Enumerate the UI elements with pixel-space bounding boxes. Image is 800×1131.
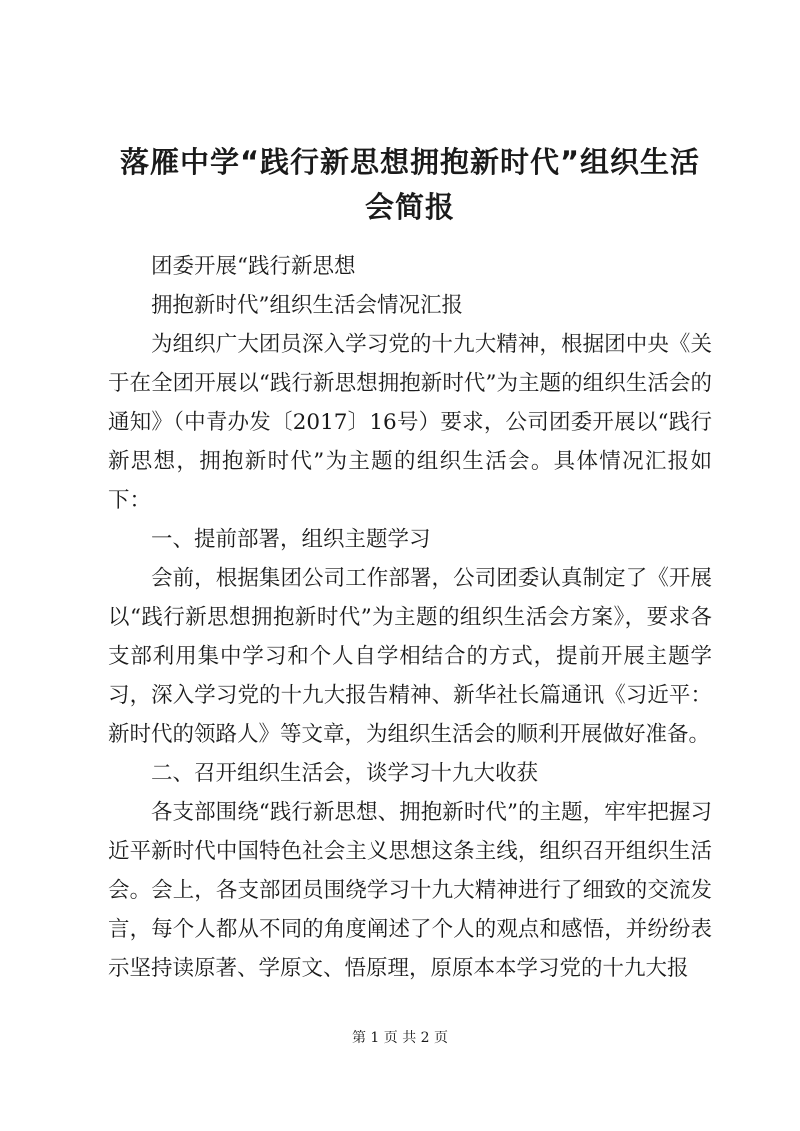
paragraph-section-1: 会前，根据集团公司工作部署，公司团委认真制定了《开展以“践行新思想拥抱新时代”为主题的组织生活会方案》，要求各支部利用集中学习和个人自学相结合的方式，提前开展主题学习，深入学习党的十九大报告精神、新华社长篇通讯《习近平：新时代的领路人》等文章，为组织生活会的顺利开展做好准备。 — [108, 566, 712, 747]
title-line-1: 落雁中学“践行新思想拥抱新时代”组织生活 — [119, 145, 701, 179]
paragraph-section-2: 各支部围绕“践行新思想、拥抱新时代”的主题，牢牢把握习近平新时代中国特色社会主义思想这条主线，组织召开组织生活会。会上，各支部团员围绕学习十九大精神进行了细致的交流发言，每个人都从不同的角度阐述了个人的观点和感悟，并纷纷表示坚持读原著、学原文、悟原理，原原本本学习党的十九大报 — [108, 800, 712, 981]
section-heading-1: 一、提前部署，组织主题学习 — [151, 527, 431, 552]
document-title — [108, 140, 712, 230]
paragraph-report-title: 拥抱新时代”组织生活会情况汇报 — [151, 293, 463, 318]
title-line-2: 会简报 — [364, 190, 455, 224]
document-body — [108, 140, 712, 988]
page-footer: 第 1 页 共 2 页 — [351, 1030, 449, 1046]
paragraph-intro: 为组织广大团员深入学习党的十九大精神，根据团中央《关于在全团开展以“践行新思想拥抱新时代”为主题的组织生活会的通知》（中青办发〔2017〕16号）要求，公司团委开展以“践行新思想，拥抱新时代”为主题的组织生活会。具体情况汇报如下： — [108, 332, 712, 513]
section-heading-2: 二、召开组织生活会，谈学习十九大收获 — [151, 761, 539, 786]
paragraph-dept-line: 团委开展“践行新思想 — [151, 254, 356, 279]
